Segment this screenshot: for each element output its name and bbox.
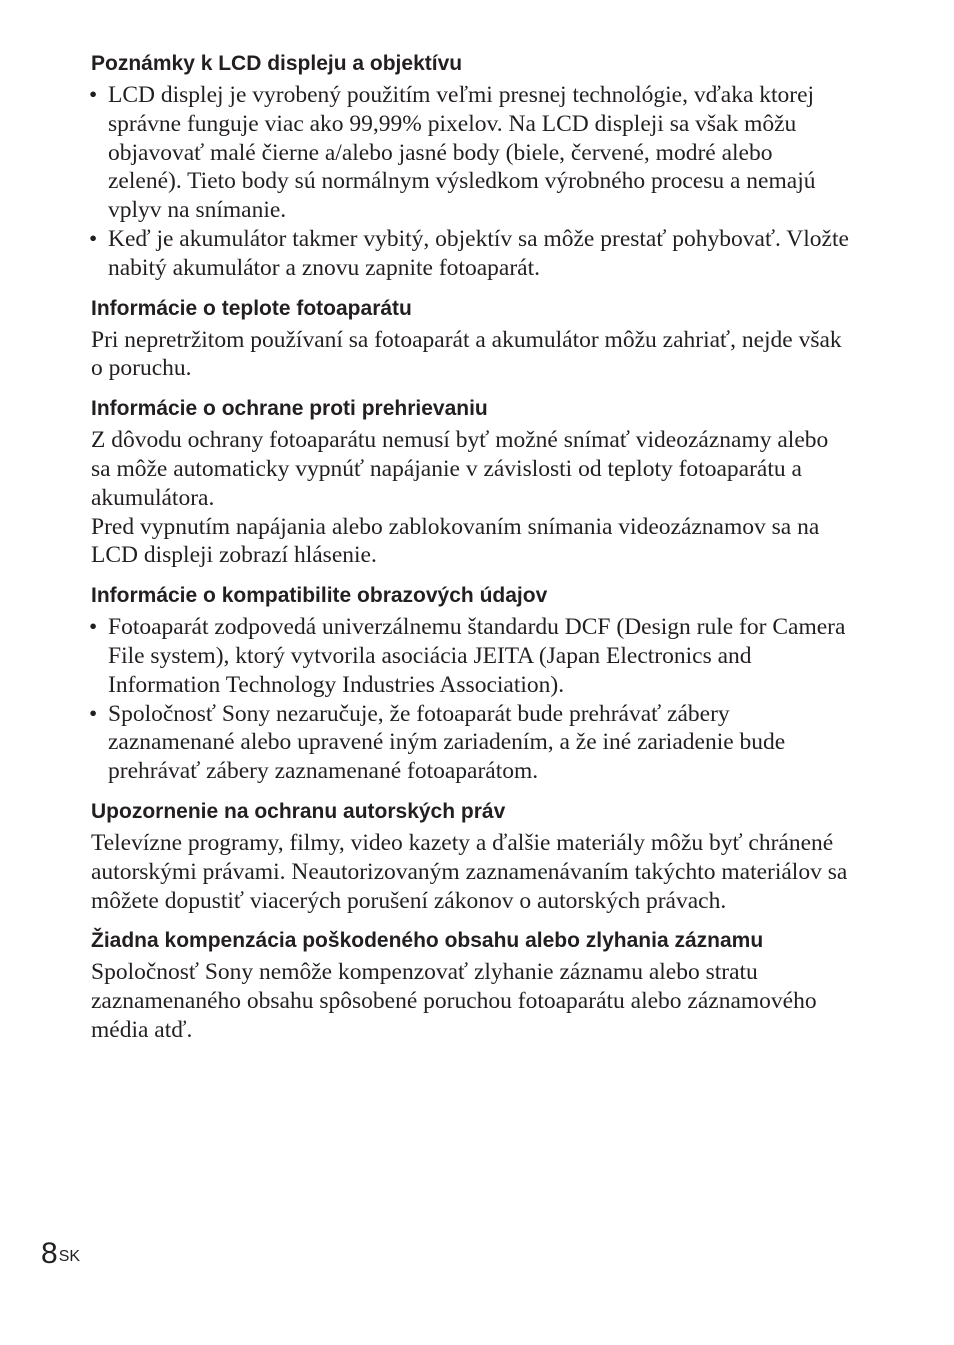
list-item bbox=[91, 81, 851, 225]
bullet-icon: • bbox=[89, 82, 98, 108]
section-heading: Žiadna kompenzácia poškodeného obsahu alebo zlyhania záznamu bbox=[91, 929, 764, 953]
page-number bbox=[41, 1236, 80, 1272]
section-overheat-protection bbox=[91, 395, 851, 570]
bullet-icon: • bbox=[89, 225, 98, 252]
section-heading: Poznámky k LCD displeju a objektívu bbox=[91, 52, 463, 75]
list-item-text: Fotoaparát zodpovedá univerzálnemu štandardu DCF (Design rule for Camera File system), ktorý vytvorila asociácia JEITA (Japan Electronics and Information Technology Industries Association). bbox=[108, 614, 846, 698]
list-item bbox=[91, 700, 851, 786]
paragraph: Pred vypnutím napájania alebo zablokovaním snímania videozáznamov sa na LCD displeji zobrazí hlásenie. bbox=[91, 513, 820, 569]
section-no-compensation bbox=[91, 927, 851, 1044]
section-camera-temperature bbox=[91, 295, 851, 384]
bullet-list bbox=[91, 81, 851, 283]
paragraph: Spoločnosť Sony nemôže kompenzovať zlyhanie záznamu alebo stratu zaznamenaného obsahu spôsobené poruchou fotoaparátu alebo záznamového média atď. bbox=[91, 959, 817, 1043]
bullet-list bbox=[91, 613, 851, 786]
list-item-text: Keď je akumulátor takmer vybitý, objektív sa môže prestať pohybovať. Vložte nabitý akumulátor a znovu zapnite fotoaparát. bbox=[108, 225, 849, 281]
document-body bbox=[91, 50, 851, 1045]
list-item bbox=[91, 225, 851, 283]
bullet-icon: • bbox=[89, 700, 98, 727]
section-heading: Informácie o teplote fotoaparátu bbox=[91, 296, 412, 320]
section-heading: Upozornenie na ochranu autorských práv bbox=[91, 799, 506, 823]
paragraph: Pri nepretržitom používaní sa fotoaparát a akumulátor môžu zahriať, nejde však o poruchu. bbox=[91, 326, 842, 382]
list-item-text: Spoločnosť Sony nezaručuje, že fotoaparát bude prehrávať zábery zaznamenané alebo upravené iným zariadením, a že iné zariadenie bude prehrávať zábery zaznamenané fotoaparátom. bbox=[108, 700, 786, 785]
list-item bbox=[91, 613, 851, 699]
section-lcd-lens-notes bbox=[91, 50, 851, 283]
section-copyright-warning bbox=[91, 798, 851, 915]
paragraph: Z dôvodu ochrany fotoaparátu nemusí byť možné snímať videozáznamy alebo sa môže automaticky vypnúť napájanie v závislosti od teploty fotoaparátu a akumulátora. bbox=[91, 427, 829, 511]
section-image-compatibility bbox=[91, 582, 851, 786]
page-number-value: 8 bbox=[41, 1237, 58, 1270]
paragraph: Televízne programy, filmy, video kazety a ďalšie materiály môžu byť chránené autorskými právami. Neautorizovaným zaznamenávaním takýchto materiálov sa môžete dopustiť viacerých porušení zákonov o autorských právach. bbox=[91, 829, 848, 914]
section-heading: Informácie o kompatibilite obrazových údajov bbox=[91, 584, 548, 608]
bullet-icon: • bbox=[89, 614, 98, 641]
section-heading: Informácie o ochrane proti prehrievaniu bbox=[91, 397, 488, 421]
list-item-text: LCD displej je vyrobený použitím veľmi presnej technológie, vďaka ktorej správne funguje viac ako 99,99% pixelov. Na LCD displeji sa však môžu objavovať malé čierne a/alebo jasné body (biele, červené, modré alebo zelené). Tieto body sú normálnym výsledkom výrobného procesu a nemajú vplyv na snímanie. bbox=[108, 82, 816, 224]
language-code: SK bbox=[58, 1248, 81, 1265]
